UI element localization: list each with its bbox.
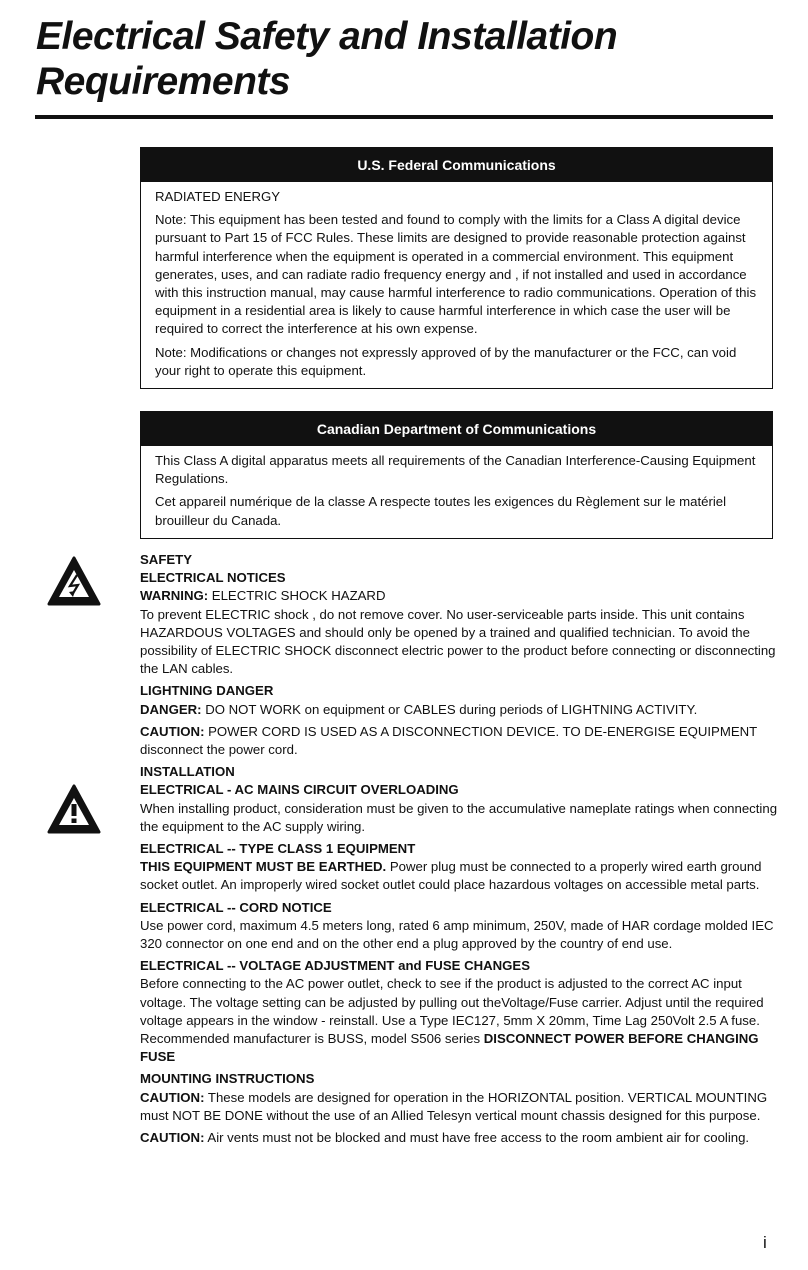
canada-english-text: This Class A digital apparatus meets all requirements of the Canadian Interference-Causing Equipment Regulations.: [155, 453, 756, 487]
mounting-caution-label: CAUTION:: [140, 1089, 205, 1105]
overload-text: When installing product, consideration must be given to the accumulative nameplate ratings when connecting the equipment to the AC supply wiring.: [140, 800, 778, 834]
voltage-fuse-paragraph: [140, 975, 780, 1066]
fcc-note-modifications: Note: Modifications or changes not expressly approved of by the manufacturer or the FCC, can void your right to operate this equipment.: [155, 344, 737, 378]
warning-line: [140, 587, 780, 605]
fcc-box-heading: U.S. Federal Communications: [141, 148, 772, 182]
mounting-caution-text: These models are designed for operation in the HORIZONTAL position. VERTICAL MOUNTING must NOT BE DONE without the use of an Allied Telesyn vertical mount chassis designed for this purpose.: [140, 1089, 768, 1123]
mounting-heading: MOUNTING INSTRUCTIONS: [140, 1071, 315, 1087]
exclamation-warning-icon: [46, 783, 102, 835]
danger-label: DANGER:: [140, 701, 202, 717]
power-cord-caution: [140, 723, 780, 759]
danger-line: [140, 701, 780, 719]
title-line-2: Requirements: [36, 60, 291, 103]
electrical-notices-heading: ELECTRICAL NOTICES: [140, 570, 286, 586]
caution-text: POWER CORD IS USED AS A DISCONNECTION DEVICE. TO DE-ENERGISE EQUIPMENT disconnect the power cord.: [140, 723, 757, 758]
warning-text: ELECTRIC SHOCK HAZARD: [208, 588, 386, 604]
vent-caution-text: Air vents must not be blocked and must have free access to the room ambient air for cooling.: [204, 1130, 750, 1146]
page-number: i: [763, 1233, 767, 1252]
voltage-fuse-heading: ELECTRICAL -- VOLTAGE ADJUSTMENT and FUSE CHANGES: [140, 958, 531, 974]
page-title: [36, 14, 617, 104]
fcc-radiated-energy: RADIATED ENERGY: [155, 189, 281, 204]
fcc-note-compliance: Note: This equipment has been tested and found to comply with the limits for a Class A digital device pursuant to Part 15 of FCC Rules. These limits are designed to provide reasonable protection against harmful interference when the equipment is operated in a commercial environment. This equipment generates, uses, and can radiate radio frequency energy and , if not installed and used in accordance with this instruction manual, may cause harmful interference to radio communications. Operation of this equipment in a residential area is likely to cause harmful interference in which case the user will be required to correct the interference at his own expense.: [155, 212, 757, 337]
canada-notice-box: [140, 411, 773, 539]
disconnect-power-bold: DISCONNECT POWER BEFORE CHANGING FUSE: [140, 1031, 759, 1065]
safety-section: [140, 551, 780, 1151]
caution-label: CAUTION:: [140, 723, 205, 739]
overload-heading: ELECTRICAL - AC MAINS CIRCUIT OVERLOADING: [140, 782, 459, 798]
safety-heading: SAFETY: [140, 552, 193, 567]
electric-shock-warning-icon: [46, 555, 102, 607]
vent-caution-label: CAUTION:: [140, 1130, 205, 1146]
cord-notice-text: Use power cord, maximum 4.5 meters long, rated 6 amp minimum, 250V, made of HAR cordage molded IEC 320 connector on one end and on the other end a plug approved by the country of end use.: [140, 917, 774, 952]
canada-french-text: Cet appareil numérique de la classe A respecte toutes les exigences du Règlement sur le matériel brouilleur du Canada.: [155, 494, 727, 528]
voltage-fuse-text: Before connecting to the AC power outlet, check to see if the product is adjusted to the correct AC input voltage. The voltage setting can be adjusted by pulling out theVoltage/Fuse carrier. Adjust until the required voltage appears in the window - reinstall. Use a Type IEC127, 5mm X 20mm, Time Lag 250Volt 2.5 A fuse. Recommended manufacturer is BUSS, model S506 series: [140, 976, 764, 1047]
class1-paragraph: [140, 858, 780, 894]
vent-caution: [140, 1129, 780, 1147]
mounting-caution: [140, 1089, 780, 1125]
danger-text: DO NOT WORK on equipment or CABLES during periods of LIGHTNING ACTIVITY.: [201, 701, 698, 717]
class1-text: Power plug must be connected to a properly wired earth ground socket outlet. An improperly wired socket outlet could place hazardous voltages on accessible metal parts.: [140, 859, 762, 893]
class1-bold: THIS EQUIPMENT MUST BE EARTHED.: [140, 859, 387, 875]
installation-heading: INSTALLATION: [140, 764, 235, 780]
fcc-notice-box: [140, 147, 773, 389]
class1-heading: ELECTRICAL -- TYPE CLASS 1 EQUIPMENT: [140, 841, 416, 857]
canada-box-heading: Canadian Department of Communications: [141, 412, 772, 446]
title-rule: [35, 115, 773, 119]
cord-notice-heading: ELECTRICAL -- CORD NOTICE: [140, 899, 332, 915]
shock-hazard-text: To prevent ELECTRIC shock , do not remove cover. No user-serviceable parts inside. This unit contains HAZARDOUS VOLTAGES and should only be opened by a trained and qualified technician. To avoid the possibility of ELECTRIC SHOCK disconnect electric power to the product before connecting or disconnecting the LAN cables.: [140, 606, 776, 677]
warning-label: WARNING:: [140, 588, 209, 604]
lightning-danger-heading: LIGHTNING DANGER: [140, 683, 274, 699]
title-line-1: Electrical Safety and Installation: [36, 15, 618, 58]
